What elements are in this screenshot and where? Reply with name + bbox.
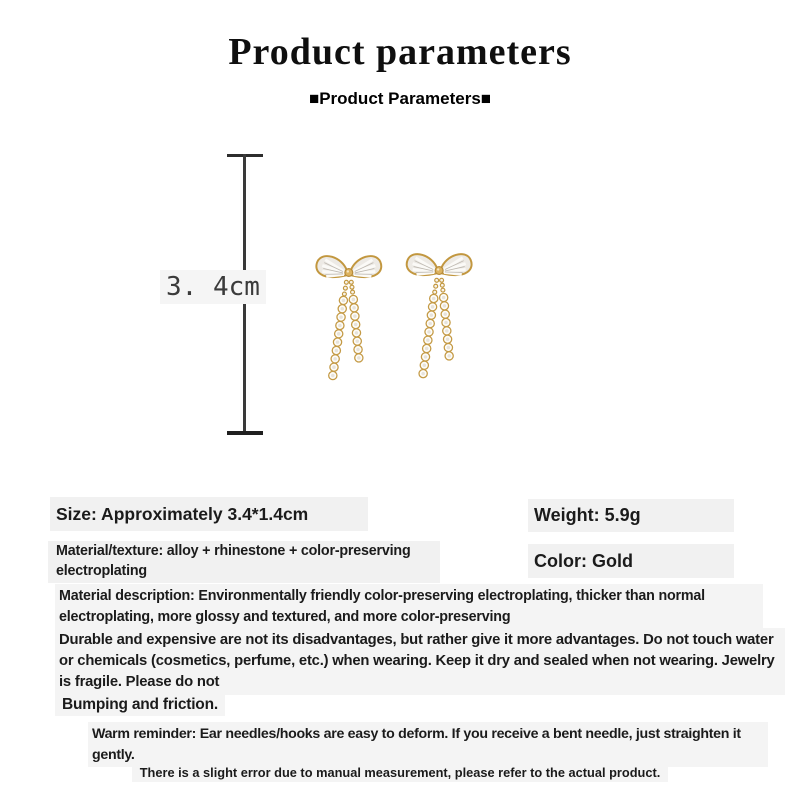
left-earring bbox=[316, 256, 381, 380]
spec-weight: Weight: 5.9g bbox=[528, 499, 734, 532]
earrings-image bbox=[298, 243, 488, 405]
material-description: Material description: Environmentally friendly color-preserving electroplating, thicker than normal electroplating, more glossy and textured, and more color-preserving bbox=[55, 584, 763, 630]
page-title: Product parameters bbox=[228, 31, 572, 73]
care-warning: Durable and expensive are not its disadvantages, but rather give it more advantages. Do not touch water or chemicals (cosmetics, perfume, etc.) when wearing. Keep it dry and sealed when not wearing. Jewelry is fragile. Please do not bbox=[55, 628, 785, 695]
spec-material: Material/texture: alloy + rhinestone + color-preserving electroplating bbox=[48, 541, 440, 583]
dimension-cap-bottom bbox=[227, 431, 263, 435]
disclaimer-wrap bbox=[70, 763, 730, 782]
measurement-label: 3. 4cm bbox=[160, 270, 266, 304]
spec-color: Color: Gold bbox=[528, 544, 734, 578]
measurement-disclaimer: There is a slight error due to manual measurement, please refer to the actual product. bbox=[132, 763, 669, 782]
right-earring bbox=[407, 254, 472, 378]
care-warning-continued: Bumping and friction. bbox=[55, 694, 225, 716]
warm-reminder: Warm reminder: Ear needles/hooks are easy to deform. If you receive a bent needle, just straighten it gently. bbox=[88, 722, 768, 767]
page-subtitle: ■Product Parameters■ bbox=[308, 89, 492, 108]
spec-size: Size: Approximately 3.4*1.4cm bbox=[50, 497, 368, 531]
